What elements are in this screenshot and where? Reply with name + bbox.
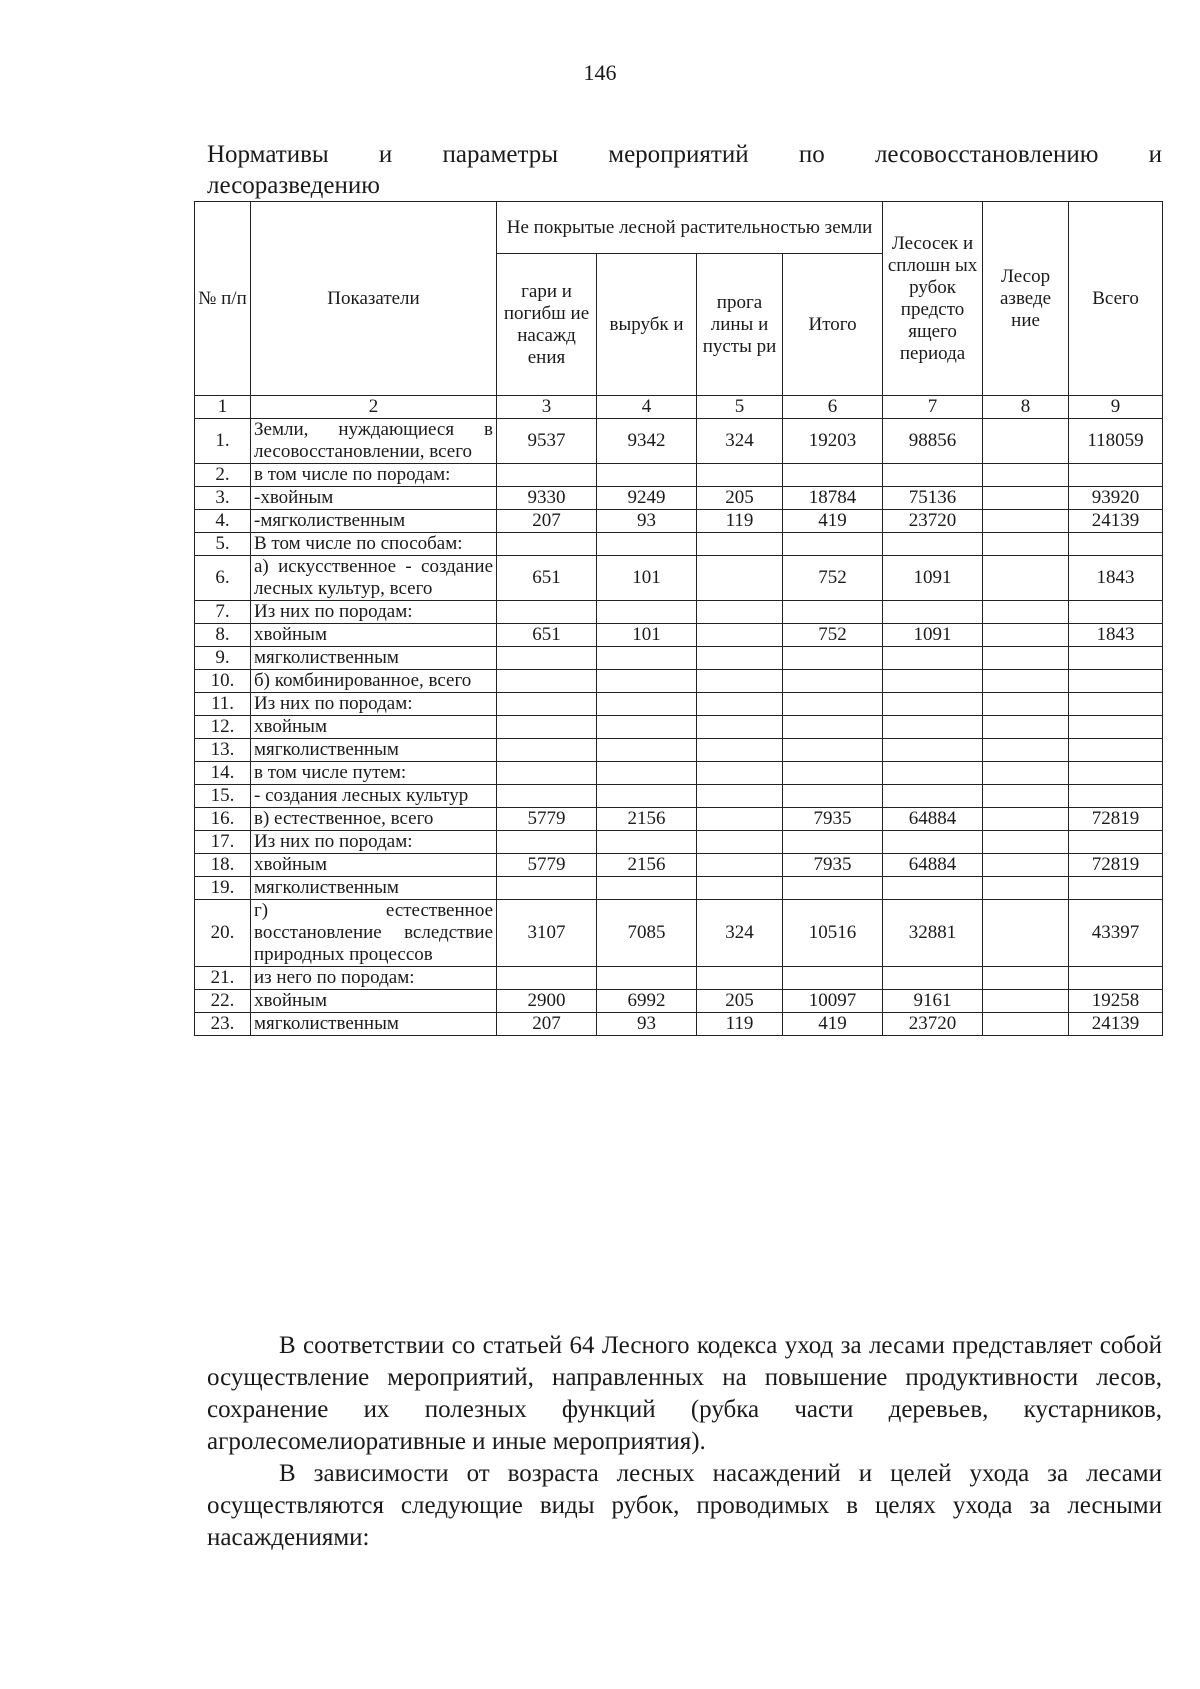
table-row: [195, 716, 1163, 739]
row-value: 32881: [883, 900, 983, 967]
row-value: [783, 601, 883, 624]
table-title: Нормативы и параметры мероприятий по лесовосстановлению и: [207, 141, 1162, 168]
row-indicator: б) комбинированное, всего: [251, 670, 497, 693]
row-indicator: Земли, нуждающиеся в лесовосстановлении, всего: [251, 419, 497, 464]
row-number: 6.: [195, 556, 251, 601]
table-row: [195, 762, 1163, 785]
row-value: [497, 716, 597, 739]
page-number: 146: [583, 60, 617, 85]
row-value: [597, 785, 697, 808]
row-number: 20.: [195, 900, 251, 967]
row-value: [983, 739, 1069, 762]
row-number: 12.: [195, 716, 251, 739]
row-value: 6992: [597, 990, 697, 1013]
row-value: 5779: [497, 808, 597, 831]
row-value: 9249: [597, 487, 697, 510]
table-row: [195, 693, 1163, 716]
row-value: 10097: [783, 990, 883, 1013]
row-value: [497, 739, 597, 762]
row-value: [1069, 693, 1163, 716]
row-value: [497, 762, 597, 785]
row-value: [983, 510, 1069, 533]
row-value: [1069, 716, 1163, 739]
table-row: [195, 533, 1163, 556]
row-value: [983, 670, 1069, 693]
row-number: 15.: [195, 785, 251, 808]
row-value: 9537: [497, 419, 597, 464]
row-number: 18.: [195, 854, 251, 877]
row-value: [783, 693, 883, 716]
row-value: [697, 877, 783, 900]
column-index: 7: [883, 396, 983, 419]
row-number: 23.: [195, 1013, 251, 1036]
table-row: [195, 967, 1163, 990]
paragraph-forest-care: В соответствии со статьей 64 Лесного кодекса уход за лесами представляет собой осуществление мероприятий, направленных на повышение продуктивности лесов, сохранение их полезных функций (рубка части деревьев, кустарников, агролесомелиоративные и иные мероприятия).: [207, 1332, 1162, 1455]
column-index: 8: [983, 396, 1069, 419]
row-value: [597, 739, 697, 762]
row-value: [1069, 831, 1163, 854]
row-value: 752: [783, 556, 883, 601]
row-value: [697, 716, 783, 739]
row-indicator: а) искусственное - создание лесных культур, всего: [251, 556, 497, 601]
header-uncovered-lands: Не покрытые лесной растительностью земли: [497, 202, 883, 254]
row-value: [883, 785, 983, 808]
row-value: [983, 716, 1069, 739]
row-value: [983, 487, 1069, 510]
header-burnt: гари и погибш ие насажд ения: [497, 254, 597, 396]
row-value: [783, 967, 883, 990]
row-value: [983, 556, 1069, 601]
row-indicator: в) естественное, всего: [251, 808, 497, 831]
row-value: [983, 785, 1069, 808]
row-value: [497, 601, 597, 624]
row-value: 24139: [1069, 1013, 1163, 1036]
row-value: [497, 967, 597, 990]
row-number: 8.: [195, 624, 251, 647]
row-indicator: -мягколиственным: [251, 510, 497, 533]
row-value: [883, 877, 983, 900]
row-value: 419: [783, 1013, 883, 1036]
row-indicator: мягколиственным: [251, 1013, 497, 1036]
row-value: 1091: [883, 624, 983, 647]
column-index: 3: [497, 396, 597, 419]
row-value: 7935: [783, 854, 883, 877]
row-number: 4.: [195, 510, 251, 533]
row-value: [1069, 785, 1163, 808]
row-value: 64884: [883, 854, 983, 877]
row-value: [697, 785, 783, 808]
row-value: 9342: [597, 419, 697, 464]
row-value: 9330: [497, 487, 597, 510]
table-row: [195, 419, 1163, 464]
row-value: [697, 762, 783, 785]
row-value: [783, 877, 883, 900]
row-value: 75136: [883, 487, 983, 510]
row-value: 752: [783, 624, 883, 647]
row-value: [497, 831, 597, 854]
table-row: [195, 831, 1163, 854]
row-value: 23720: [883, 510, 983, 533]
row-value: 324: [697, 419, 783, 464]
row-value: [983, 967, 1069, 990]
row-value: [983, 808, 1069, 831]
table-row: [195, 1013, 1163, 1036]
row-value: [983, 990, 1069, 1013]
row-value: [883, 693, 983, 716]
row-value: 7935: [783, 808, 883, 831]
row-value: [783, 647, 883, 670]
row-value: 9161: [883, 990, 983, 1013]
column-index: 4: [597, 396, 697, 419]
row-value: [597, 762, 697, 785]
table-row: [195, 739, 1163, 762]
row-value: 93920: [1069, 487, 1163, 510]
row-value: 101: [597, 624, 697, 647]
table-row: [195, 601, 1163, 624]
row-value: [697, 533, 783, 556]
row-value: [597, 601, 697, 624]
table-title-continued: лесоразведению: [207, 172, 380, 199]
table-row: [195, 990, 1163, 1013]
row-value: 7085: [597, 900, 697, 967]
row-value: 207: [497, 510, 597, 533]
row-value: 324: [697, 900, 783, 967]
row-value: [983, 419, 1069, 464]
header-cutting-areas: Лесосек и сплошн ых рубок предсто ящего периода: [883, 202, 983, 396]
row-number: 13.: [195, 739, 251, 762]
row-value: [783, 670, 883, 693]
column-index: 2: [251, 396, 497, 419]
row-value: 101: [597, 556, 697, 601]
row-value: [783, 464, 883, 487]
row-indicator: мягколиственным: [251, 877, 497, 900]
header-total: Всего: [1069, 202, 1163, 396]
row-value: 93: [597, 1013, 697, 1036]
row-value: [497, 647, 597, 670]
column-index: 5: [697, 396, 783, 419]
row-value: 10516: [783, 900, 883, 967]
row-value: [697, 693, 783, 716]
table-row: [195, 877, 1163, 900]
row-indicator: хвойным: [251, 716, 497, 739]
row-value: 118059: [1069, 419, 1163, 464]
row-indicator: хвойным: [251, 854, 497, 877]
row-value: 18784: [783, 487, 883, 510]
row-indicator: Из них по породам:: [251, 693, 497, 716]
row-value: 23720: [883, 1013, 983, 1036]
row-value: [597, 693, 697, 716]
row-value: [983, 831, 1069, 854]
row-indicator: В том числе по способам:: [251, 533, 497, 556]
row-value: [883, 670, 983, 693]
table-row: [195, 900, 1163, 967]
row-value: [1069, 647, 1163, 670]
row-indicator: Из них по породам:: [251, 831, 497, 854]
row-value: [883, 831, 983, 854]
row-value: [697, 464, 783, 487]
row-number: 21.: [195, 967, 251, 990]
row-number: 10.: [195, 670, 251, 693]
column-index: 6: [783, 396, 883, 419]
norms-table: [194, 201, 1163, 1036]
row-value: 19258: [1069, 990, 1163, 1013]
row-value: [697, 556, 783, 601]
row-value: 5779: [497, 854, 597, 877]
row-value: [883, 601, 983, 624]
table-row: [195, 785, 1163, 808]
row-value: 72819: [1069, 808, 1163, 831]
row-value: [497, 464, 597, 487]
row-value: [697, 624, 783, 647]
row-value: [983, 647, 1069, 670]
row-value: [597, 533, 697, 556]
row-value: [883, 739, 983, 762]
row-value: [697, 854, 783, 877]
row-indicator: г) естественное восстановление вследствие природных процессов: [251, 900, 497, 967]
row-value: [697, 601, 783, 624]
header-indicator: Показатели: [251, 202, 497, 396]
row-value: 1843: [1069, 624, 1163, 647]
row-value: 43397: [1069, 900, 1163, 967]
row-value: [697, 831, 783, 854]
row-value: 419: [783, 510, 883, 533]
row-indicator: - создания лесных культур: [251, 785, 497, 808]
row-value: [697, 670, 783, 693]
row-value: [1069, 877, 1163, 900]
row-value: 205: [697, 990, 783, 1013]
row-value: [597, 670, 697, 693]
row-value: [697, 647, 783, 670]
row-value: [783, 533, 883, 556]
row-value: [497, 877, 597, 900]
row-value: [983, 1013, 1069, 1036]
row-number: 16.: [195, 808, 251, 831]
row-value: [883, 967, 983, 990]
row-value: [983, 533, 1069, 556]
row-value: [983, 693, 1069, 716]
table-row: [195, 556, 1163, 601]
row-value: [983, 900, 1069, 967]
row-value: 64884: [883, 808, 983, 831]
row-value: 98856: [883, 419, 983, 464]
table-row: [195, 854, 1163, 877]
row-value: 24139: [1069, 510, 1163, 533]
row-value: [883, 533, 983, 556]
row-value: [983, 624, 1069, 647]
row-indicator: мягколиственным: [251, 739, 497, 762]
row-value: [983, 877, 1069, 900]
row-value: [883, 762, 983, 785]
row-value: [597, 967, 697, 990]
row-value: [697, 808, 783, 831]
row-value: [783, 716, 883, 739]
paragraph-cutting-types: В зависимости от возраста лесных насаждений и целей ухода за лесами осуществляются следующие виды рубок, проводимых в целях ухода за лесными насаждениями:: [207, 1460, 1162, 1551]
row-value: [497, 670, 597, 693]
row-value: [983, 854, 1069, 877]
row-value: 93: [597, 510, 697, 533]
row-indicator: мягколиственным: [251, 647, 497, 670]
row-value: [983, 601, 1069, 624]
row-indicator: в том числе путем:: [251, 762, 497, 785]
row-value: [783, 831, 883, 854]
table-row: [195, 464, 1163, 487]
row-number: 2.: [195, 464, 251, 487]
row-indicator: Из них по породам:: [251, 601, 497, 624]
table-row: [195, 487, 1163, 510]
row-value: 119: [697, 1013, 783, 1036]
row-value: 3107: [497, 900, 597, 967]
row-number: 11.: [195, 693, 251, 716]
row-value: [1069, 464, 1163, 487]
row-value: 119: [697, 510, 783, 533]
row-number: 7.: [195, 601, 251, 624]
row-value: [597, 877, 697, 900]
row-value: 651: [497, 556, 597, 601]
row-number: 17.: [195, 831, 251, 854]
row-value: [1069, 670, 1163, 693]
row-value: [883, 716, 983, 739]
row-number: 9.: [195, 647, 251, 670]
header-afforestation: Лесор азведе ние: [983, 202, 1069, 396]
row-value: [697, 967, 783, 990]
row-value: [983, 464, 1069, 487]
row-value: [597, 647, 697, 670]
header-glades: прога лины и пусты ри: [697, 254, 783, 396]
row-value: 2156: [597, 854, 697, 877]
header-subtotal: Итого: [783, 254, 883, 396]
row-value: 2900: [497, 990, 597, 1013]
row-indicator: хвойным: [251, 990, 497, 1013]
table-row: [195, 808, 1163, 831]
row-value: [883, 464, 983, 487]
row-value: [1069, 533, 1163, 556]
table-row: [195, 510, 1163, 533]
row-value: [697, 739, 783, 762]
row-value: 72819: [1069, 854, 1163, 877]
row-indicator: -хвойным: [251, 487, 497, 510]
row-value: 19203: [783, 419, 883, 464]
row-indicator: в том числе по породам:: [251, 464, 497, 487]
table-row: [195, 670, 1163, 693]
row-value: [1069, 739, 1163, 762]
row-number: 22.: [195, 990, 251, 1013]
row-value: [783, 739, 883, 762]
row-value: 205: [697, 487, 783, 510]
row-value: [883, 647, 983, 670]
row-number: 5.: [195, 533, 251, 556]
row-value: [597, 716, 697, 739]
row-value: 1091: [883, 556, 983, 601]
row-number: 14.: [195, 762, 251, 785]
row-value: [597, 464, 697, 487]
row-value: 207: [497, 1013, 597, 1036]
row-value: [983, 762, 1069, 785]
row-value: [1069, 601, 1163, 624]
row-value: 1843: [1069, 556, 1163, 601]
row-number: 1.: [195, 419, 251, 464]
row-value: [497, 693, 597, 716]
row-value: 2156: [597, 808, 697, 831]
column-index: 1: [195, 396, 251, 419]
row-indicator: хвойным: [251, 624, 497, 647]
row-value: [783, 785, 883, 808]
row-value: [1069, 967, 1163, 990]
table-row: [195, 647, 1163, 670]
row-value: [497, 533, 597, 556]
row-value: [1069, 762, 1163, 785]
header-clearings: вырубк и: [597, 254, 697, 396]
row-value: [783, 762, 883, 785]
row-number: 3.: [195, 487, 251, 510]
row-value: [597, 831, 697, 854]
row-value: [497, 785, 597, 808]
row-indicator: из него по породам:: [251, 967, 497, 990]
column-index-row: [195, 396, 1163, 419]
row-value: 651: [497, 624, 597, 647]
table-body: [195, 419, 1163, 1036]
table-row: [195, 624, 1163, 647]
row-number: 19.: [195, 877, 251, 900]
column-index: 9: [1069, 396, 1163, 419]
header-no: № п/п: [195, 202, 251, 396]
